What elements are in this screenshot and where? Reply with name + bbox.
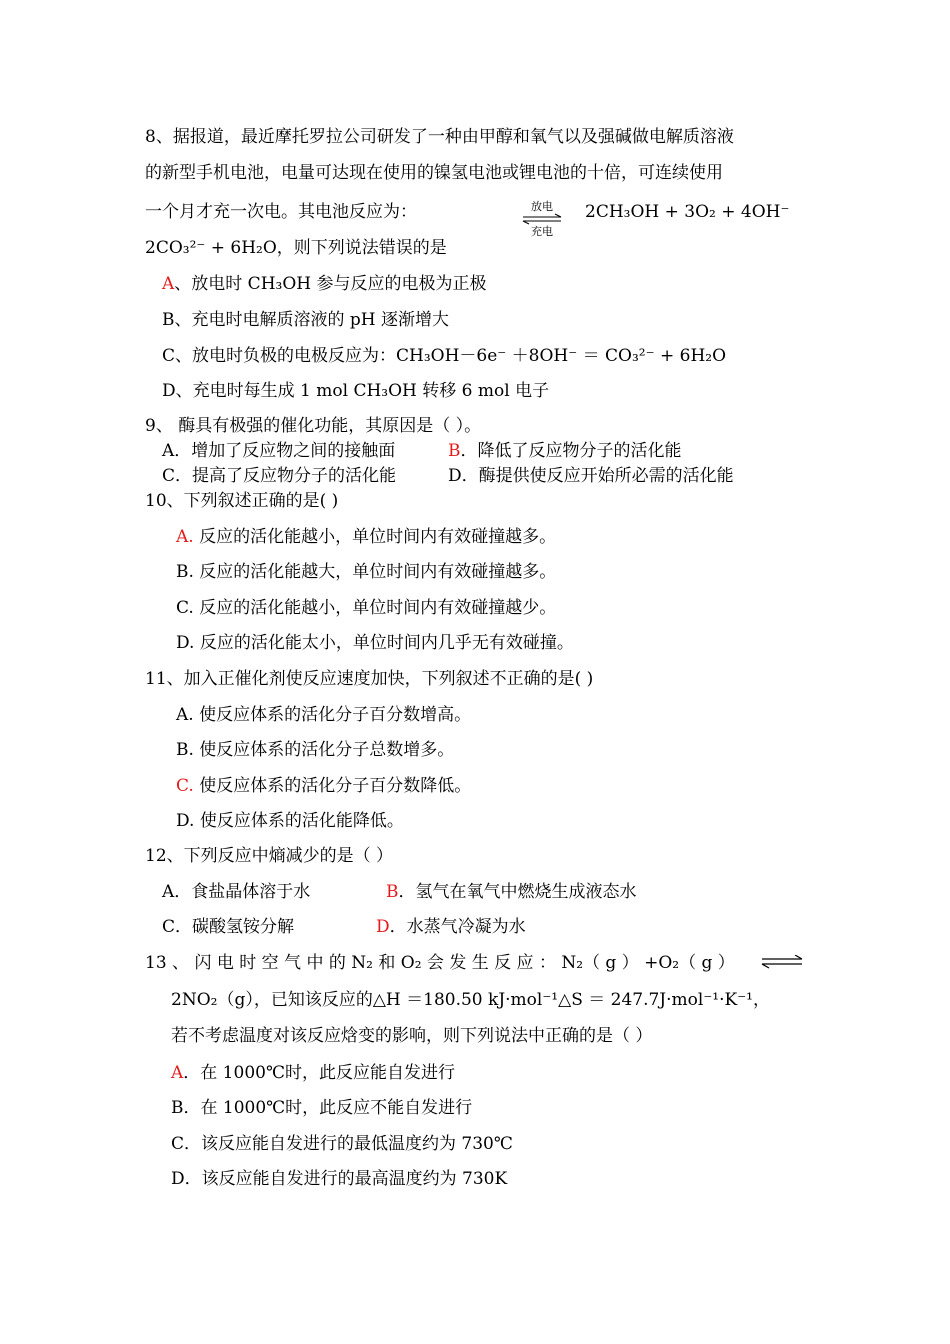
q10-option-a: [176, 526, 556, 548]
q9-option-b-letter: B: [448, 441, 461, 461]
q9-option-d: D．酶提供使反应开始所必需的活化能: [448, 466, 734, 486]
q8-option-a: [162, 273, 487, 295]
q10-option-b-letter: B.: [176, 562, 194, 582]
q11-option-a: [176, 704, 471, 726]
q10-option-c: [176, 597, 556, 619]
q8-option-b: [162, 309, 449, 331]
q12-option-a: A．食盐晶体溶于水: [162, 882, 311, 902]
q12-option-b: [386, 881, 637, 903]
q13-line-1: 13 、 闪 电 时 空 气 中 的 N₂ 和 O₂ 会 发 生 反 应 ： N₂（ g ） +O₂（ g ）: [145, 953, 735, 973]
q8-option-d: [162, 380, 549, 402]
q8-option-c: [162, 345, 726, 367]
double-arrow-icon: [521, 213, 563, 225]
q10-stem: 10、下列叙述正确的是( ): [145, 491, 339, 511]
q10-option-a-letter: A.: [176, 527, 194, 547]
q13-option-a-letter: A: [171, 1063, 184, 1083]
q13-option-d: D．该反应能自发进行的最高温度约为 730K: [171, 1169, 508, 1189]
q10-option-c-text: 反应的活化能越小，单位时间内有效碰撞越少。: [193, 598, 557, 618]
q10-option-d-text: 反应的活化能太小，单位时间内几乎无有效碰撞。: [194, 633, 574, 653]
q12-option-d-letter: D: [376, 917, 390, 937]
q11-option-c-letter: C.: [176, 776, 194, 796]
q9-stem: 9、 酶具有极强的催化功能，其原因是（ ）。: [145, 416, 482, 436]
q8-line-1: 8、据报道，最近摩托罗拉公司研发了一种由甲醇和氧气以及强碱做电解质溶液: [145, 127, 734, 147]
q12-option-c: C．碳酸氢铵分解: [162, 917, 295, 937]
q11-option-b-letter: B.: [176, 740, 194, 760]
q8-option-a-letter: A: [162, 274, 175, 294]
q11-option-d-text: 使反应体系的活化能降低。: [194, 811, 404, 831]
arrow-label-charge: 充电: [531, 225, 553, 238]
q8-option-b-text: 、充电时电解质溶液的 pH 逐渐增大: [174, 310, 450, 330]
q13-option-a: [171, 1062, 455, 1084]
q9-option-a: A．增加了反应物之间的接触面: [162, 441, 396, 461]
q11-option-a-letter: A.: [176, 705, 194, 725]
q10-option-d-letter: D.: [176, 633, 195, 653]
equilibrium-arrow-icon: [760, 955, 804, 969]
q9-option-b: [448, 440, 682, 462]
q13-line-2: 2NO₂（g），已知该反应的△H ＝180.50 kJ·mol⁻¹△S ＝ 247.7J·mol⁻¹·K⁻¹，: [171, 990, 771, 1010]
q10-option-a-text: 反应的活化能越小，单位时间内有效碰撞越多。: [193, 527, 557, 547]
q8-line-4: 2CO₃²⁻ + 6H₂O，则下列说法错误的是: [145, 238, 447, 258]
reversible-arrow-icon: [521, 201, 563, 239]
q11-option-d: [176, 810, 404, 832]
q9-option-c: C．提高了反应物分子的活化能: [162, 466, 397, 486]
q13-line-3: 若不考虑温度对该反应焓变的影响，则下列说法中正确的是（ ）: [171, 1026, 653, 1046]
q12-option-b-text: ．氢气在氧气中燃烧生成液态水: [398, 882, 637, 902]
q12-option-b-letter: B: [386, 882, 399, 902]
q8-equation-right: 2CH₃OH + 3O₂ + 4OH⁻: [585, 202, 790, 222]
q11-option-a-text: 使反应体系的活化分子百分数增高。: [193, 705, 472, 725]
q8-option-b-letter: B: [162, 310, 175, 330]
q12-stem: 12、下列反应中熵减少的是（ ）: [145, 846, 394, 866]
q11-option-d-letter: D.: [176, 811, 195, 831]
q8-option-d-text: 、充电时每生成 1 mol CH₃OH 转移 6 mol 电子: [175, 381, 550, 401]
q13-option-a-text: ．在 1000℃时，此反应能自发进行: [183, 1063, 455, 1083]
q8-option-c-text: 、放电时负极的电极反应为：CH₃OH－6e⁻ ＋8OH⁻ ＝ CO₃²⁻ + 6H₂O: [175, 346, 727, 366]
q8-option-a-text: 、放电时 CH₃OH 参与反应的电极为正极: [174, 274, 487, 294]
q8-line-2: 的新型手机电池，电量可达现在使用的镍氢电池或锂电池的十倍，可连续使用: [145, 163, 723, 183]
q10-option-d: [176, 632, 574, 654]
q11-option-c: [176, 775, 471, 797]
q13-option-b: B．在 1000℃时，此反应不能自发进行: [171, 1098, 473, 1118]
q11-option-b-text: 使反应体系的活化分子总数增多。: [193, 740, 455, 760]
q11-option-b: [176, 739, 454, 761]
q12-option-d: [376, 916, 526, 938]
q9-option-b-text: ．降低了反应物分子的活化能: [460, 441, 682, 461]
q13-option-c: C．该反应能自发进行的最低温度约为 730℃: [171, 1134, 513, 1154]
q11-stem: 11、加入正催化剂使反应速度加快，下列叙述不正确的是( ): [145, 669, 594, 689]
q8-option-d-letter: D: [162, 381, 176, 401]
q12-option-d-text: ．水蒸气冷凝为水: [389, 917, 526, 937]
q8-line-3: 一个月才充一次电。其电池反应为：: [145, 202, 417, 222]
arrow-label-discharge: 放电: [531, 200, 553, 213]
q10-option-c-letter: C.: [176, 598, 194, 618]
q8-option-c-letter: C: [162, 346, 176, 366]
q10-option-b-text: 反应的活化能越大，单位时间内有效碰撞越多。: [193, 562, 557, 582]
q10-option-b: [176, 561, 556, 583]
q11-option-c-text: 使反应体系的活化分子百分数降低。: [193, 776, 472, 796]
